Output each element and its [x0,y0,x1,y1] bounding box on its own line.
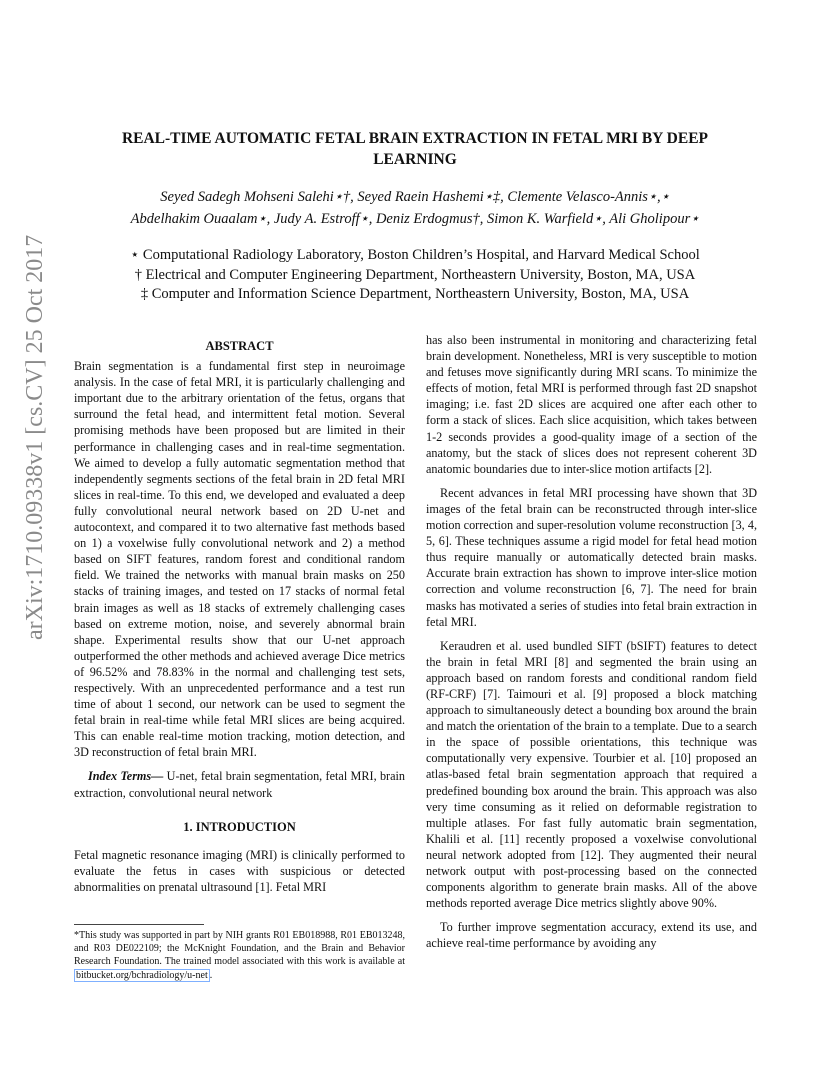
intro-paragraph-1: Fetal magnetic resonance imaging (MRI) is clinically performed to evaluate the fetus in cases with suspicious or detected abnormalities on prenatal ultrasound [1]. Fetal MRI [74,847,405,894]
affiliations [70,246,760,305]
footnote [74,924,405,982]
left-column [74,338,405,895]
introduction-heading: 1. INTRODUCTION [183,819,296,834]
author-line-1: Seyed Sadegh Mohseni Salehi⋆†, Seyed Raein Hashemi⋆‡, Clemente Velasco-Annis⋆,⋆ [160,189,670,205]
author-list [80,186,750,230]
model-link[interactable]: bitbucket.org/bchradiology/u-net [76,969,208,981]
paper-title: REAL-TIME AUTOMATIC FETAL BRAIN EXTRACTION IN FETAL MRI BY DEEP LEARNING [121,130,709,168]
index-terms [74,768,405,800]
affiliation-1: ⋆ Computational Radiology Laboratory, Boston Children’s Hospital, and Harvard Medical School [130,247,700,263]
right-paragraph-4: To further improve segmentation accuracy, extend its use, and achieve real-time performance by avoiding any [426,920,757,951]
author-line-2: Abdelhakim Ouaalam⋆, Judy A. Estroff⋆, Deniz Erdogmus†, Simon K. Warfield⋆, Ali Gholipour⋆ [130,211,700,227]
arxiv-identifier: arXiv:1710.09338v1 [cs.CV] 25 Oct 2017 [22,234,48,640]
right-column [426,332,757,951]
affiliation-3: ‡ Computer and Information Science Department, Northeastern University, Boston, MA, USA [140,286,690,302]
abstract-text: Brain segmentation is a fundamental first step in neuroimage analysis. In the case of fetal MRI, it is particularly challenging and important due to the arbitrary orientation of the fetus, organs that surround the fetal head, and intermittent fetal motion. Several promising methods have been proposed but are limited in their performance in challenging cases and in real-time segmentation. We aimed to develop a fully automatic segmentation method that independently segments sections of the fetal brain in 2D fetal MRI slices in real-time. To this end, we developed and evaluated a deep fully convolutional neural network based on 2D U-net and autocontext, and compared it to two alternative fast methods based on 1) a voxelwise fully convolutional network and 2) a method based on SIFT features, random forest and conditional random field. We trained the networks with manual brain masks on 250 stacks of training images, and tested on 17 stacks of normal fetal brain images as well as 18 stacks of extremely challenging cases based on extreme motion, noise, and severely abnormal brain shape. Experimental results show that our U-net approach outperformed the other methods and achieved average Dice metrics of 96.52% and 78.83% in the normal and challenging test sets, respectively. With an unprecedented performance and a test run time of about 1 second, our network can be used to segment the fetal brain in real-time while fetal MRI slices are being acquired. This can enable real-time motion tracking, motion detection, and 3D reconstruction of fetal brain MRI. [74,359,405,760]
affiliation-2: † Electrical and Computer Engineering Department, Northeastern University, Boston, MA, USA [134,266,696,283]
right-paragraph-1: has also been instrumental in monitoring and characterizing fetal brain development. Nonetheless, MRI is very susceptible to motion and fetuses move significantly during MRI scans. To minimize the effects of motion, fetal MRI is performed through fast 2D snapshot imaging; i.e. fast 2D slices are acquired one after each other to form a stack of slices. Each slice acquisition, which takes between 1-2 seconds provides a good-quality image of a section of the anatomy, but the stack of slices does not represent coherent 3D anatomic boundaries due to inter-slice motion artifacts [2]. [426,333,757,476]
footnote-rule [74,924,204,925]
footnote-text: *This study was supported in part by NIH grants R01 EB018988, R01 EB013248, and R03 DE022109; the McKnight Foundation, and the Brain and Behavior Research Foundation. The trained model associated with this work is available at [74,930,405,968]
right-paragraph-2: Recent advances in fetal MRI processing have shown that 3D images of the fetal brain can be reconstructed through inter-slice motion correction and super-resolution volume reconstruction [3, 4, 5, 6]. These techniques assume a rigid model for fetal head motion thus require manually or automatically detected brain masks. Accurate brain extraction has shown to improve inter-slice motion correction and volume reconstruction [6, 7]. The need for brain masks has motivated a series of studies into fetal brain extraction in fetal MRI. [426,485,757,629]
index-terms-label: Index Terms— [88,769,164,784]
footnote-end: . [209,969,213,981]
index-terms-text: U-net, fetal brain segmentation, fetal MRI, brain extraction, convolutional neural network [74,769,405,800]
right-paragraph-3: Keraudren et al. used bundled SIFT (bSIFT) features to detect the brain in fetal MRI [8] and segmented the brain using an approach based on random forests and conditional random field (RF-CRF) [7]. Taimouri et al. [9] proposed a block matching approach to simultaneously detect a bounding box around the brain and match the orientation of the brain to a template. Due to a search in the space of possible orientations, this technique was computationally very expensive. Tourbier et al. [10] proposed an atlas-based fetal brain segmentation approach that required a predefined bounding box around the brain. This approach was also very time consuming as it relied on deformable registration to multiple atlases. For fast fully automatic brain segmentation, Khalili et al. [11] recently proposed a voxelwise convolutional neural network adopted from [12]. They augmented their neural network output with post-processing based on the connected components algorithm to generate brain masks. All of the above methods reported average Dice metrics slightly above 90%. [426,638,757,911]
abstract-heading: ABSTRACT [205,339,274,353]
